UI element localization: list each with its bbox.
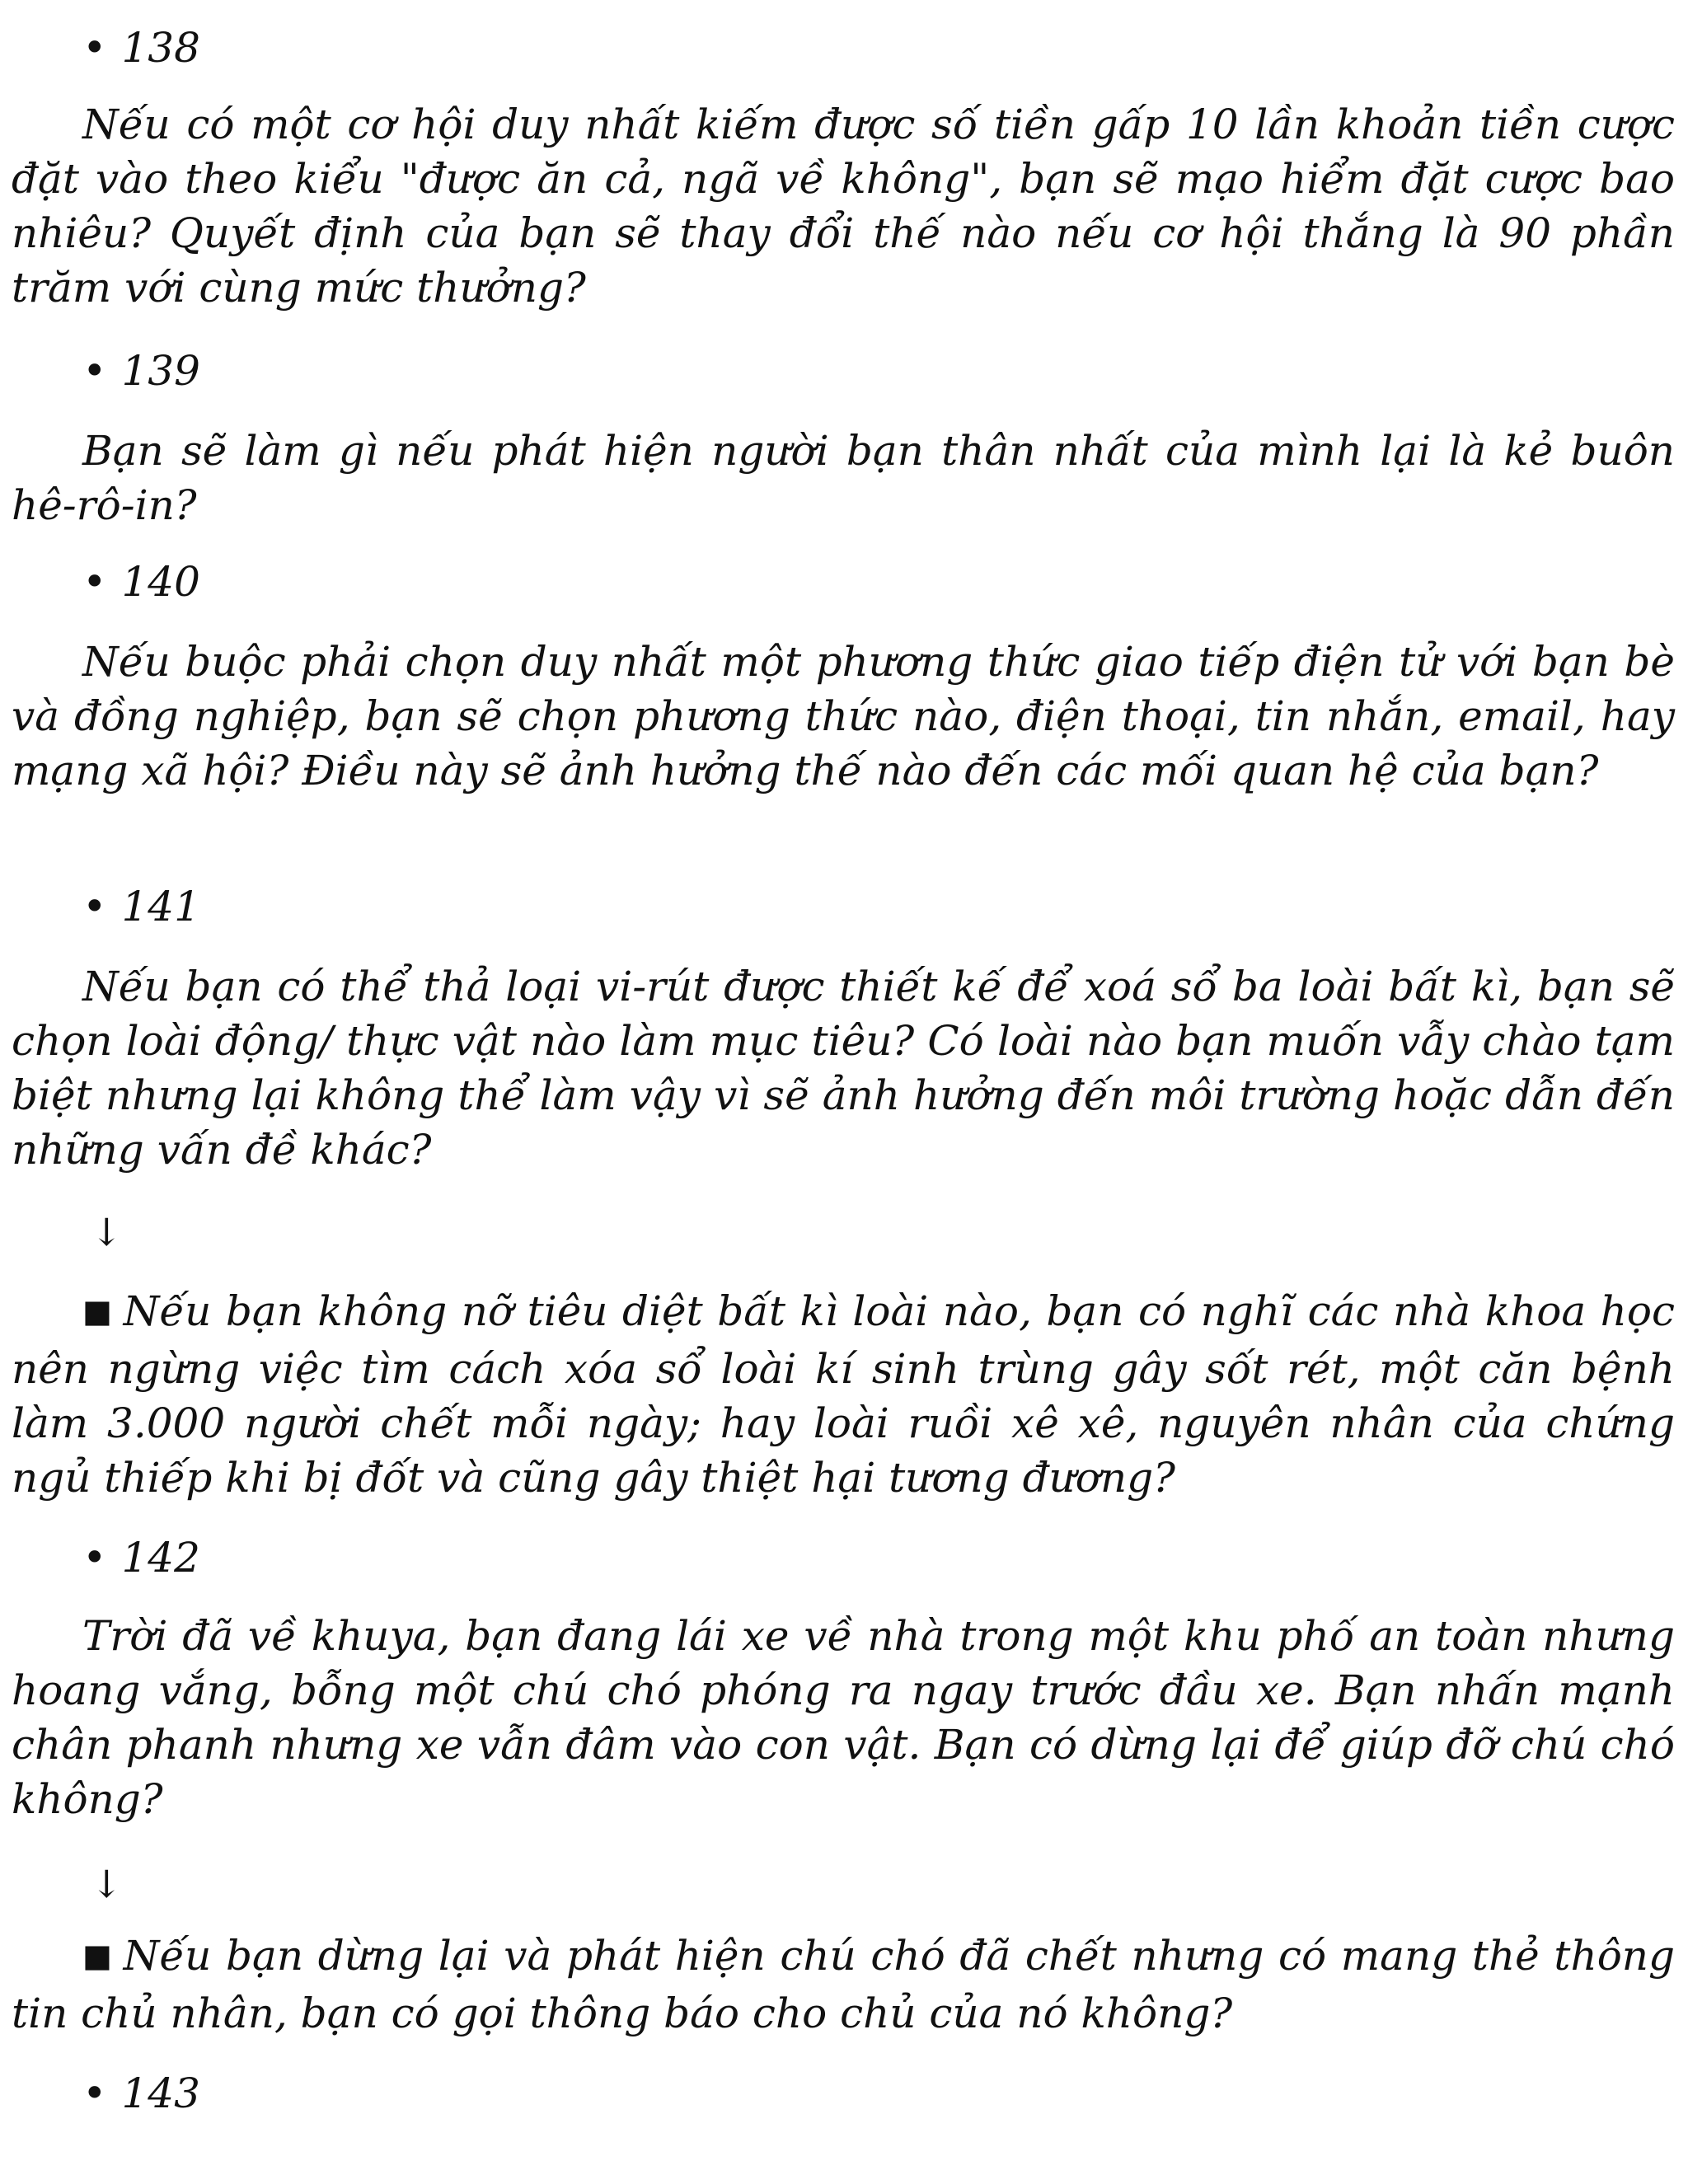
question-text-139: Bạn sẽ làm gì nếu phát hiện người bạn thân nhất của mình lại là kẻ buôn hê-rô-in? bbox=[12, 427, 1675, 529]
question-text-142: Trời đã về khuya, bạn đang lái xe về nhà trong một khu phố an toàn nhưng hoang vắng, bỗng một chú chó phóng ra ngay trước đầu xe. Bạn nhấn mạnh chân phanh nhưng xe vẫn đâm vào con vật. Bạn có dừng lại để giúp đỡ chú chó không? bbox=[12, 1612, 1675, 1823]
question-text-138: Nếu có một cơ hội duy nhất kiếm được số tiền gấp 10 lần khoản tiền cược đặt vào theo kiểu "được ăn cả, ngã về không", bạn sẽ mạo hiểm đặt cược bao nhiêu? Quyết định của bạn sẽ thay đổi thế nào nếu cơ hội thắng là 90 phần trăm với cùng mức thưởng? bbox=[12, 101, 1675, 312]
square-bullet-icon: ■ bbox=[82, 1938, 114, 1974]
bullet-icon: • bbox=[82, 24, 107, 72]
followup-text-141 bbox=[12, 1284, 1675, 1505]
question-text-141: Nếu bạn có thể thả loại vi-rút được thiết kế để xoá sổ ba loài bất kì, bạn sẽ chọn loài động/ thực vật nào làm mục tiêu? Có loài nào bạn muốn vẫy chào tạm biệt nhưng lại không thể làm vậy vì sẽ ảnh hưởng đến môi trường hoặc dẫn đến những vấn đề khác? bbox=[12, 963, 1675, 1174]
arrow-down-icon: ↓ bbox=[91, 1862, 123, 1906]
question-number: 139 bbox=[121, 347, 200, 395]
question-number: 138 bbox=[121, 24, 200, 72]
bullet-icon: • bbox=[82, 558, 107, 606]
bullet-icon: • bbox=[82, 347, 107, 395]
question-number-138 bbox=[82, 23, 200, 73]
question-number: 140 bbox=[121, 558, 200, 606]
question-number: 143 bbox=[121, 2069, 200, 2117]
bullet-icon: • bbox=[82, 1534, 107, 1582]
bullet-icon: • bbox=[82, 2069, 107, 2117]
question-number: 142 bbox=[121, 1534, 200, 1582]
question-number-140 bbox=[82, 557, 200, 607]
question-number: 141 bbox=[121, 883, 200, 930]
question-number-142 bbox=[82, 1533, 200, 1582]
arrow-down-icon: ↓ bbox=[91, 1210, 123, 1254]
followup-text: Nếu bạn dừng lại và phát hiện chú chó đã chết nhưng có mang thẻ thông tin chủ nhân, bạn có gọi thông báo cho chủ của nó không? bbox=[12, 1932, 1676, 2037]
question-text-140: Nếu buộc phải chọn duy nhất một phương thức giao tiếp điện tử với bạn bè và đồng nghiệp, bạn sẽ chọn phương thức nào, điện thoại, tin nhắn, email, hay mạng xã hội? Điều này sẽ ảnh hưởng thế nào đến các mối quan hệ của bạn? bbox=[12, 638, 1675, 794]
question-number-139 bbox=[82, 346, 200, 396]
followup-text-142 bbox=[12, 1929, 1675, 2041]
square-bullet-icon: ■ bbox=[82, 1293, 114, 1329]
question-number-143 bbox=[82, 2069, 200, 2118]
followup-text: Nếu bạn không nỡ tiêu diệt bất kì loài nào, bạn có nghĩ các nhà khoa học nên ngừng việc tìm cách xóa sổ loài kí sinh trùng gây sốt rét, một căn bệnh làm 3.000 người chết mỗi ngày; hay loài ruồi xê xê, nguyên nhân của chứng ngủ thiếp khi bị đốt và cũng gây thiệt hại tương đương? bbox=[12, 1287, 1675, 1502]
question-number-141 bbox=[82, 882, 200, 931]
bullet-icon: • bbox=[82, 883, 107, 930]
